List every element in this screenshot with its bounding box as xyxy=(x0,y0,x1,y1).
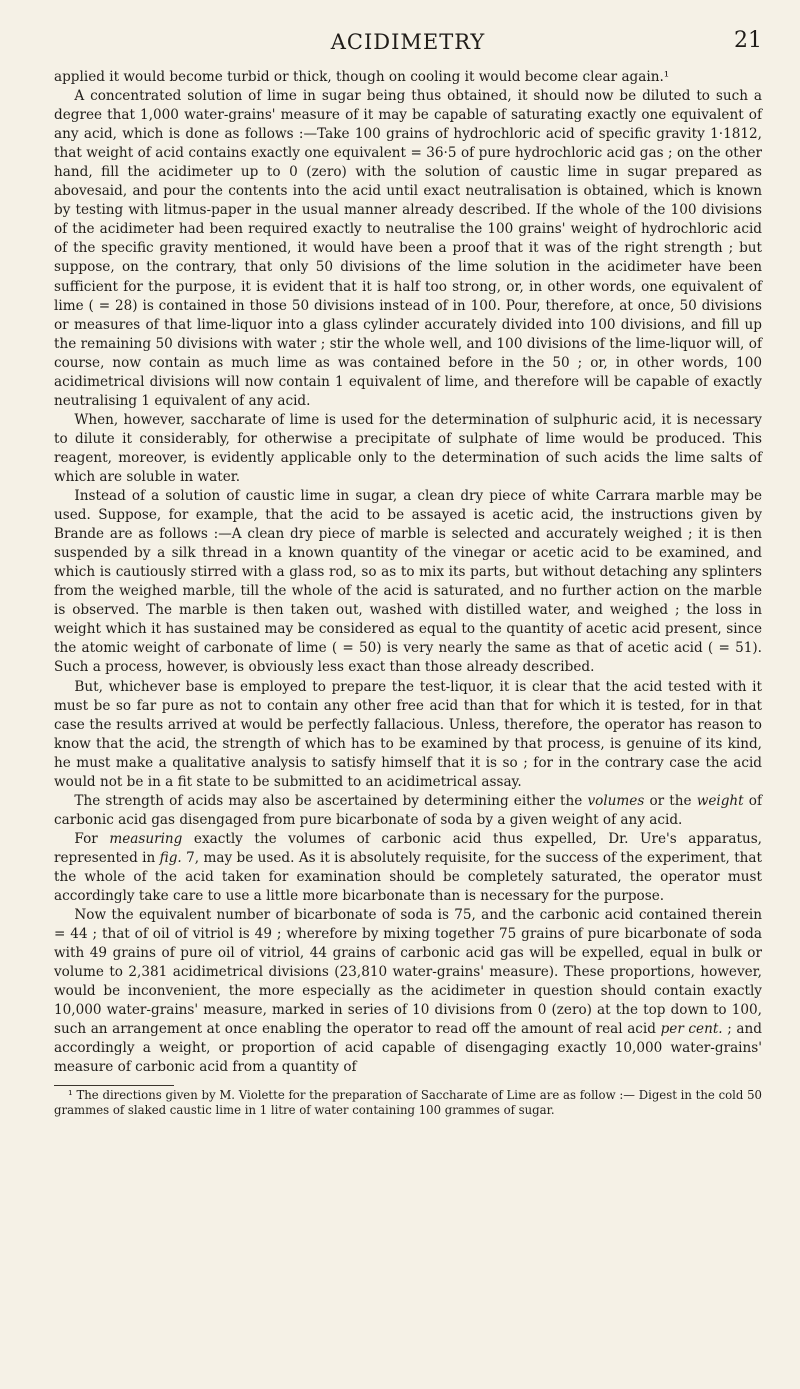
paragraph: Instead of a solution of caustic lime in sugar, a clean dry piece of white Carrara marble may be used. Suppose, for example, that the acid to be assayed is acetic acid, the instructions given by Brande are as follows :—A clean dry piece of marble is selected and accurately weighed ; it is then suspended by a silk thread in a known quantity of the vinegar or acetic acid to be examined, and which is cautiously stirred with a glass rod, so as to mix its parts, but without detaching any splinters from the weighed marble, till the whole of the acid is saturated, and no further action on the marble is observed. The marble is then taken out, washed with distilled water, and weighed ; the loss in weight which it has sustained may be considered as equal to the quantity of acetic acid present, since the atomic weight of carbonate of lime ( = 50) is very nearly the same as that of acetic acid ( = 51). Such a process, however, is obviously less exact than those already described. xyxy=(54,488,762,676)
paragraph: A concentrated solution of lime in sugar being thus obtained, it should now be diluted to such a degree that 1,000 water-grains' measure of it may be capable of saturating exactly one equivalent of any acid, which is done as follows :—Take 100 grains of hydrochloric acid of specific gravity 1·1812, that weight of acid contains exactly one equivalent = 36·5 of pure hydrochloric acid gas ; on the other hand, fill the acidimeter up to 0 (zero) with the solution of caustic lime in sugar prepared as abovesaid, and pour the contents into the acid until exact neutralisation is obtained, which is known by testing with litmus-paper in the usual manner already described. If the whole of the 100 divisions of the acidimeter had been required exactly to neutralise the 100 grains' weight of hydrochloric acid of the specific gravity mentioned, it would have been a proof that it was of the right strength ; but suppose, on the contrary, that only 50 divisions of the lime solution in the acidimeter have been sufficient for the purpose, it is evident that it is half too strong, or, in other words, one equivalent of lime ( = 28) is contained in those 50 divisions instead of in 100. Pour, therefore, at once, 50 divisions or measures of that lime-liquor into a glass cylinder accurately divided into 100 divisions, and fill up the remaining 50 divisions with water ; stir the whole well, and 100 divisions of the lime-liquor will, of course, now contain as much lime as was contained before in the 50 ; or, in other words, 100 acidimetrical divisions will now contain 1 equivalent of lime, and therefore will be capable of exactly neutralising 1 equivalent of any acid. xyxy=(54,88,762,409)
emphasis: volumes xyxy=(587,792,645,809)
text-run: Now the equivalent number of bicarbonate of soda is 75, and the carbonic acid contained therein = 44 ; that of oil of vitriol is 49 ; wherefore by mixing together 75 grains of pure bicarbonate of soda with 49 grains of pure oil of vitriol, 44 grains of carbonic acid gas will be expelled, equal in bulk or volume to 2,381 acidimetrical divisions (23,810 water-grains' measure). These proportions, however, would be inconvenient, the more especially as the acidimeter in question should contain exactly 10,000 water-grains' measure, marked in series of 10 divisions from 0 (zero) at the top down to 100, such an arrangement at once enabling the operator to read off the amount of real acid xyxy=(54,907,762,1038)
emphasis: weight xyxy=(696,792,744,809)
text-run: ; and accordingly a weight, or proportion of acid capable of disengaging exactly 10,000 water-grains' measure of carbonic acid from a quantity of xyxy=(54,1021,762,1076)
text-run: or the xyxy=(644,792,697,809)
page-number: 21 xyxy=(734,28,762,53)
text-run: For xyxy=(74,830,110,847)
paragraph: But, whichever base is employed to prepare the test-liquor, it is clear that the acid tested with it must be so far pure as not to contain any other free acid than that for which it is tested, for in that case the results arrived at would be perfectly fallacious. Unless, therefore, the operator has reason to know that the acid, the strength of which has to be examined by that process, is genuine of its kind, he must make a qualitative analysis to satisfy himself that it is so ; for in the contrary case the acid would not be in a fit state to be submitted to an acidimetrical assay. xyxy=(54,678,762,790)
text-run: 7, may be used. As it is absolutely requisite, for the success of the experiment, that the whole of the acid taken for examination should be completely saturated, the operator must accordingly take care to use a little more bicarbonate than is necessary for the purpose. xyxy=(54,849,762,905)
paragraph xyxy=(54,906,762,1077)
emphasis: per cent. xyxy=(660,1021,723,1038)
running-header xyxy=(54,18,762,58)
paragraph xyxy=(54,792,762,830)
footnote-divider xyxy=(54,1085,174,1086)
paragraph xyxy=(54,830,762,906)
paragraph: When, however, saccharate of lime is used for the determination of sulphuric acid, it is necessary to dilute it considerably, for otherwise a precipitate of sulphate of lime would be produced. This reagent, moreover, is evidently applicable only to the determination of such acids the lime salts of which are soluble in water. xyxy=(54,411,762,485)
text-run: The strength of acids may also be ascertained by determining either the xyxy=(74,792,588,809)
body-text xyxy=(54,68,762,1077)
figure-reference: fig. xyxy=(159,849,182,866)
text-run: exactly the volumes of carbonic acid thus expelled, Dr. Ure's apparatus, represented in xyxy=(54,830,762,866)
emphasis: measuring xyxy=(109,830,183,847)
footnote: ¹ The directions given by M. Violette for the preparation of Saccharate of Lime are as follow :— Digest in the cold 50 grammes of slaked caustic lime in 1 litre of water containing 100 grammes of sugar. xyxy=(54,1088,762,1118)
running-title: ACIDIMETRY xyxy=(330,30,486,54)
paragraph: applied it would become turbid or thick, though on cooling it would become clear again.¹ xyxy=(54,69,670,85)
text-run: of carbonic acid gas disengaged from pure bicarbonate of soda by a given weight of any acid. xyxy=(54,792,762,828)
